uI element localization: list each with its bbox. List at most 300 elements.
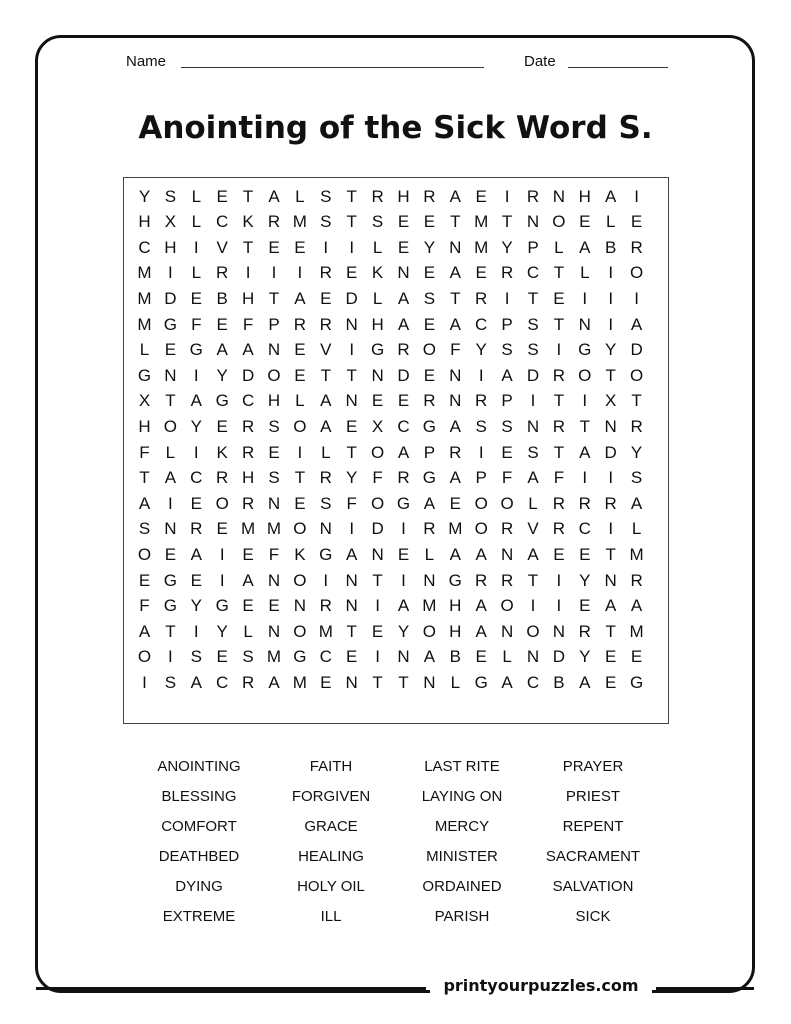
grid-letter[interactable]: H	[397, 186, 410, 206]
grid-letter[interactable]: L	[631, 519, 642, 539]
grid-letter[interactable]: R	[475, 391, 488, 411]
grid-letter[interactable]: O	[474, 519, 488, 539]
grid-letter[interactable]: N	[293, 596, 307, 616]
grid-letter[interactable]: T	[605, 621, 616, 641]
grid-letter[interactable]: P	[475, 468, 487, 488]
grid-letter[interactable]: R	[552, 519, 566, 539]
grid-letter[interactable]: R	[449, 442, 462, 462]
grid-letter[interactable]: F	[191, 314, 202, 334]
grid-letter[interactable]: T	[450, 212, 461, 232]
grid-letter[interactable]: R	[397, 468, 410, 488]
grid-letter[interactable]: A	[449, 468, 461, 488]
grid-letter[interactable]: N	[552, 186, 566, 206]
grid-letter[interactable]: K	[294, 544, 306, 564]
grid-letter[interactable]: O	[293, 570, 307, 590]
grid-letter[interactable]: E	[553, 544, 565, 564]
grid-letter[interactable]: I	[193, 237, 199, 257]
grid-letter[interactable]: R	[500, 263, 514, 283]
grid-letter[interactable]: N	[345, 672, 358, 692]
grid-letter[interactable]: F	[501, 468, 513, 488]
grid-letter[interactable]: L	[605, 212, 616, 232]
grid-letter[interactable]: H	[138, 416, 151, 436]
grid-letter[interactable]: E	[605, 672, 617, 692]
grid-letter[interactable]: B	[449, 647, 461, 667]
grid-letter[interactable]: L	[554, 237, 564, 257]
grid-letter[interactable]: L	[528, 493, 538, 513]
grid-letter[interactable]: H	[241, 468, 255, 488]
grid-letter[interactable]: M	[266, 519, 282, 539]
grid-letter[interactable]: A	[449, 544, 461, 564]
grid-letter[interactable]: E	[242, 544, 254, 564]
grid-letter[interactable]: S	[268, 416, 280, 436]
grid-letter[interactable]: A	[320, 391, 332, 411]
grid-letter[interactable]: P	[501, 391, 513, 411]
grid-letter[interactable]: N	[345, 314, 358, 334]
grid-letter[interactable]: I	[168, 493, 173, 513]
grid-letter[interactable]: O	[422, 621, 436, 641]
grid-letter[interactable]: Y	[190, 596, 202, 616]
grid-letter[interactable]: L	[372, 288, 383, 308]
grid-letter[interactable]: O	[500, 596, 514, 616]
grid-letter[interactable]: E	[346, 263, 358, 283]
grid-letter[interactable]: O	[474, 493, 488, 513]
grid-letter[interactable]: E	[475, 263, 487, 283]
grid-letter[interactable]: C	[526, 263, 540, 283]
grid-letter[interactable]: I	[219, 570, 225, 590]
grid-letter[interactable]: I	[608, 519, 614, 539]
grid-letter[interactable]: M	[241, 519, 256, 539]
grid-letter[interactable]: D	[371, 519, 384, 539]
grid-letter[interactable]: N	[345, 391, 358, 411]
grid-letter[interactable]: K	[216, 442, 228, 462]
grid-letter[interactable]: O	[293, 519, 307, 539]
grid-letter[interactable]: N	[267, 340, 281, 360]
grid-letter[interactable]: A	[423, 493, 436, 513]
grid-letter[interactable]: O	[137, 544, 152, 564]
grid-letter[interactable]: S	[190, 647, 202, 667]
grid-letter[interactable]: Y	[138, 186, 151, 206]
grid-letter[interactable]: I	[168, 263, 173, 283]
grid-letter[interactable]: N	[423, 672, 436, 692]
grid-letter[interactable]: I	[556, 570, 562, 590]
grid-letter[interactable]: I	[297, 263, 303, 283]
grid-letter[interactable]: V	[216, 237, 228, 257]
grid-letter[interactable]: T	[605, 365, 616, 385]
grid-letter[interactable]: R	[526, 186, 540, 206]
grid-letter[interactable]: I	[608, 468, 614, 488]
grid-letter[interactable]: R	[578, 621, 591, 641]
grid-letter[interactable]: A	[242, 570, 254, 590]
grid-letter[interactable]: O	[293, 416, 307, 436]
grid-letter[interactable]: I	[193, 365, 199, 385]
grid-letter[interactable]: A	[501, 672, 513, 692]
grid-letter[interactable]: T	[527, 570, 539, 590]
grid-letter[interactable]: T	[553, 391, 565, 411]
grid-letter[interactable]: T	[165, 391, 176, 411]
grid-letter[interactable]: H	[241, 288, 255, 308]
grid-letter[interactable]: A	[475, 621, 487, 641]
grid-letter[interactable]: N	[500, 621, 514, 641]
grid-letter[interactable]: E	[320, 288, 332, 308]
grid-letter[interactable]: N	[500, 544, 514, 564]
grid-letter[interactable]: L	[295, 391, 305, 411]
grid-letter[interactable]: L	[295, 186, 305, 206]
grid-letter[interactable]: M	[137, 288, 152, 308]
grid-letter[interactable]: I	[349, 340, 355, 360]
grid-letter[interactable]: X	[138, 391, 151, 411]
grid-letter[interactable]: P	[527, 237, 539, 257]
grid-letter[interactable]: O	[215, 493, 229, 513]
grid-letter[interactable]: N	[578, 314, 591, 334]
grid-letter[interactable]: I	[530, 596, 536, 616]
grid-letter[interactable]: T	[579, 416, 590, 436]
grid-letter[interactable]: S	[501, 340, 513, 360]
grid-letter[interactable]: D	[164, 288, 177, 308]
grid-letter[interactable]: T	[527, 288, 539, 308]
grid-letter[interactable]: R	[319, 263, 332, 283]
grid-letter[interactable]: T	[294, 468, 306, 488]
grid-letter[interactable]: L	[243, 621, 253, 641]
grid-letter[interactable]: I	[504, 288, 510, 308]
grid-letter[interactable]: P	[268, 314, 280, 334]
grid-letter[interactable]: R	[241, 442, 255, 462]
grid-letter[interactable]: T	[605, 544, 616, 564]
grid-letter[interactable]: M	[318, 621, 333, 641]
grid-letter[interactable]: O	[137, 647, 152, 667]
grid-letter[interactable]: N	[604, 570, 617, 590]
grid-letter[interactable]: T	[346, 212, 357, 232]
grid-letter[interactable]: N	[371, 544, 384, 564]
grid-letter[interactable]: N	[319, 519, 332, 539]
grid-letter[interactable]: R	[552, 416, 566, 436]
grid-letter[interactable]: H	[578, 186, 591, 206]
grid-letter[interactable]: N	[526, 212, 540, 232]
grid-letter[interactable]: D	[345, 288, 358, 308]
grid-letter[interactable]: C	[216, 672, 229, 692]
grid-letter[interactable]: H	[449, 621, 462, 641]
grid-letter[interactable]: B	[605, 237, 617, 257]
grid-letter[interactable]: T	[320, 365, 331, 385]
grid-letter[interactable]: T	[398, 672, 409, 692]
grid-letter[interactable]: G	[422, 468, 436, 488]
grid-letter[interactable]: I	[608, 263, 614, 283]
grid-letter[interactable]: E	[605, 647, 617, 667]
grid-letter[interactable]: I	[582, 468, 588, 488]
grid-letter[interactable]: I	[608, 314, 614, 334]
grid-letter[interactable]: S	[164, 672, 177, 692]
grid-letter[interactable]: F	[346, 493, 357, 513]
grid-letter[interactable]: E	[268, 596, 280, 616]
grid-letter[interactable]: E	[268, 442, 280, 462]
grid-letter[interactable]: S	[164, 186, 177, 206]
grid-letter[interactable]: R	[475, 570, 488, 590]
grid-letter[interactable]: F	[450, 340, 461, 360]
grid-letter[interactable]: G	[319, 544, 333, 564]
grid-letter[interactable]: M	[292, 672, 307, 692]
grid-letter[interactable]: L	[165, 442, 176, 462]
grid-letter[interactable]: A	[397, 288, 410, 308]
grid-letter[interactable]: A	[190, 544, 202, 564]
grid-letter[interactable]: V	[527, 519, 539, 539]
grid-letter[interactable]: E	[397, 544, 410, 564]
grid-letter[interactable]: I	[375, 596, 380, 616]
grid-letter[interactable]: R	[293, 314, 307, 334]
grid-letter[interactable]: I	[193, 621, 199, 641]
grid-letter[interactable]: G	[163, 570, 177, 590]
grid-letter[interactable]: R	[423, 519, 436, 539]
grid-letter[interactable]: A	[630, 493, 643, 513]
grid-letter[interactable]: N	[397, 647, 410, 667]
grid-letter[interactable]: Y	[423, 237, 436, 257]
grid-letter[interactable]: O	[163, 416, 177, 436]
grid-letter[interactable]: E	[397, 237, 410, 257]
grid-letter[interactable]: G	[578, 340, 592, 360]
grid-letter[interactable]: N	[552, 621, 566, 641]
grid-letter[interactable]: P	[501, 314, 513, 334]
grid-letter[interactable]: A	[501, 365, 513, 385]
grid-letter[interactable]: E	[346, 416, 358, 436]
grid-letter[interactable]: Y	[216, 621, 228, 641]
grid-letter[interactable]: G	[163, 596, 177, 616]
grid-letter[interactable]: S	[268, 468, 280, 488]
grid-letter[interactable]: E	[268, 237, 280, 257]
grid-letter[interactable]: Y	[579, 647, 591, 667]
grid-letter[interactable]: Y	[630, 442, 643, 462]
grid-letter[interactable]: L	[191, 186, 202, 206]
grid-letter[interactable]: S	[138, 519, 151, 539]
grid-letter[interactable]: R	[475, 288, 488, 308]
grid-letter[interactable]: A	[527, 468, 539, 488]
grid-letter[interactable]: A	[579, 672, 591, 692]
grid-letter[interactable]: T	[553, 263, 565, 283]
grid-letter[interactable]: T	[450, 288, 461, 308]
grid-letter[interactable]: A	[268, 186, 280, 206]
grid-letter[interactable]: T	[372, 672, 383, 692]
grid-letter[interactable]: N	[449, 365, 462, 385]
grid-letter[interactable]: R	[216, 263, 229, 283]
grid-letter[interactable]: T	[372, 570, 383, 590]
grid-letter[interactable]: I	[193, 442, 199, 462]
grid-letter[interactable]: E	[579, 212, 591, 232]
grid-letter[interactable]: A	[268, 672, 280, 692]
grid-letter[interactable]: S	[242, 647, 254, 667]
grid-letter[interactable]: A	[630, 596, 643, 616]
grid-letter[interactable]: E	[294, 237, 306, 257]
grid-letter[interactable]: I	[634, 186, 639, 206]
grid-letter[interactable]: N	[267, 493, 281, 513]
grid-letter[interactable]: A	[605, 186, 617, 206]
grid-letter[interactable]: F	[139, 596, 150, 616]
grid-letter[interactable]: T	[242, 186, 254, 206]
grid-letter[interactable]: O	[370, 493, 385, 513]
grid-letter[interactable]: G	[396, 493, 411, 513]
grid-letter[interactable]: S	[630, 468, 643, 488]
grid-letter[interactable]: M	[266, 647, 282, 667]
grid-letter[interactable]: M	[629, 621, 644, 641]
grid-letter[interactable]: H	[371, 314, 384, 334]
grid-letter[interactable]: I	[478, 365, 484, 385]
grid-letter[interactable]: S	[527, 314, 539, 334]
grid-letter[interactable]: E	[216, 416, 228, 436]
grid-letter[interactable]: O	[552, 212, 566, 232]
grid-letter[interactable]: I	[323, 570, 329, 590]
grid-letter[interactable]: N	[526, 647, 540, 667]
grid-letter[interactable]: C	[319, 647, 332, 667]
grid-letter[interactable]: A	[346, 544, 358, 564]
grid-letter[interactable]: T	[242, 237, 254, 257]
grid-letter[interactable]: I	[504, 186, 510, 206]
grid-letter[interactable]: I	[245, 263, 251, 283]
grid-letter[interactable]: I	[323, 237, 329, 257]
grid-letter[interactable]: A	[164, 468, 177, 488]
grid-letter[interactable]: D	[526, 365, 540, 385]
grid-letter[interactable]: E	[423, 365, 436, 385]
grid-letter[interactable]: L	[372, 237, 383, 257]
grid-letter[interactable]: R	[216, 468, 229, 488]
grid-letter[interactable]: G	[163, 314, 177, 334]
grid-letter[interactable]: E	[501, 442, 513, 462]
grid-letter[interactable]: A	[449, 263, 461, 283]
grid-letter[interactable]: A	[320, 416, 332, 436]
grid-letter[interactable]: I	[556, 340, 562, 360]
grid-letter[interactable]: Y	[501, 237, 513, 257]
grid-letter[interactable]: R	[267, 212, 281, 232]
grid-letter[interactable]: X	[605, 391, 617, 411]
grid-letter[interactable]: A	[138, 493, 151, 513]
grid-letter[interactable]: E	[216, 647, 228, 667]
grid-letter[interactable]: E	[138, 570, 151, 590]
grid-letter[interactable]: V	[320, 340, 332, 360]
grid-letter[interactable]: O	[500, 493, 514, 513]
grid-letter[interactable]: I	[349, 237, 355, 257]
grid-letter[interactable]: A	[190, 391, 202, 411]
grid-letter[interactable]: L	[450, 672, 461, 692]
grid-letter[interactable]: I	[582, 288, 588, 308]
grid-letter[interactable]: N	[267, 570, 281, 590]
grid-letter[interactable]: Y	[397, 621, 410, 641]
grid-letter[interactable]: F	[372, 468, 383, 488]
grid-letter[interactable]: M	[422, 596, 437, 616]
grid-letter[interactable]: A	[449, 416, 461, 436]
grid-letter[interactable]: S	[527, 340, 539, 360]
grid-letter[interactable]: N	[345, 596, 358, 616]
grid-letter[interactable]: R	[578, 493, 591, 513]
grid-letter[interactable]: T	[346, 442, 357, 462]
grid-letter[interactable]: R	[604, 493, 617, 513]
grid-letter[interactable]: T	[346, 621, 357, 641]
grid-letter[interactable]: L	[191, 263, 202, 283]
grid-letter[interactable]: E	[190, 570, 202, 590]
grid-letter[interactable]: A	[605, 596, 617, 616]
grid-letter[interactable]: H	[138, 212, 151, 232]
grid-letter[interactable]: N	[164, 365, 177, 385]
grid-letter[interactable]: L	[424, 544, 435, 564]
grid-letter[interactable]: E	[371, 391, 384, 411]
grid-letter[interactable]: A	[397, 314, 410, 334]
grid-letter[interactable]: X	[371, 416, 384, 436]
grid-letter[interactable]: D	[397, 365, 410, 385]
grid-letter[interactable]: Y	[579, 570, 591, 590]
grid-letter[interactable]: R	[190, 519, 203, 539]
grid-letter[interactable]: D	[630, 340, 643, 360]
grid-letter[interactable]: G	[189, 340, 203, 360]
grid-letter[interactable]: O	[629, 365, 644, 385]
grid-letter[interactable]: E	[423, 314, 436, 334]
grid-letter[interactable]: I	[219, 544, 225, 564]
grid-letter[interactable]: Y	[475, 340, 487, 360]
grid-letter[interactable]: N	[164, 519, 177, 539]
grid-letter[interactable]: O	[370, 442, 385, 462]
grid-letter[interactable]: I	[556, 596, 562, 616]
grid-letter[interactable]: I	[401, 519, 406, 539]
grid-letter[interactable]: E	[475, 186, 487, 206]
grid-letter[interactable]: E	[423, 212, 436, 232]
grid-letter[interactable]: E	[294, 340, 306, 360]
grid-letter[interactable]: A	[579, 237, 591, 257]
grid-letter[interactable]: E	[579, 596, 591, 616]
grid-letter[interactable]: E	[320, 672, 332, 692]
grid-letter[interactable]: Y	[190, 416, 202, 436]
grid-letter[interactable]: S	[371, 212, 384, 232]
grid-letter[interactable]: M	[137, 263, 152, 283]
grid-letter[interactable]: R	[319, 314, 332, 334]
grid-letter[interactable]: C	[397, 416, 410, 436]
grid-letter[interactable]: I	[297, 442, 303, 462]
grid-letter[interactable]: N	[345, 570, 358, 590]
grid-letter[interactable]: D	[241, 365, 255, 385]
grid-letter[interactable]: M	[292, 212, 307, 232]
grid-letter[interactable]: G	[629, 672, 644, 692]
grid-letter[interactable]: A	[397, 596, 410, 616]
grid-letter[interactable]: F	[268, 544, 280, 564]
grid-letter[interactable]: L	[580, 263, 590, 283]
grid-letter[interactable]: A	[190, 672, 202, 692]
grid-letter[interactable]: Y	[216, 365, 228, 385]
grid-letter[interactable]: N	[371, 365, 384, 385]
grid-letter[interactable]: E	[294, 493, 306, 513]
grid-letter[interactable]: O	[422, 340, 436, 360]
grid-letter[interactable]: O	[267, 365, 281, 385]
grid-letter[interactable]: N	[449, 237, 462, 257]
grid-letter[interactable]: F	[242, 314, 254, 334]
grid-letter[interactable]: E	[630, 647, 643, 667]
grid-letter[interactable]: A	[423, 647, 436, 667]
grid-letter[interactable]: M	[629, 544, 644, 564]
grid-letter[interactable]: I	[582, 391, 588, 411]
grid-letter[interactable]: T	[553, 442, 565, 462]
grid-letter[interactable]: F	[553, 468, 565, 488]
grid-letter[interactable]: A	[579, 442, 591, 462]
grid-letter[interactable]: M	[448, 519, 463, 539]
grid-letter[interactable]: E	[216, 519, 228, 539]
grid-letter[interactable]: R	[630, 570, 643, 590]
grid-letter[interactable]: S	[501, 416, 513, 436]
grid-letter[interactable]: X	[164, 212, 177, 232]
grid-letter[interactable]: H	[449, 596, 462, 616]
grid-letter[interactable]: A	[475, 544, 487, 564]
grid-letter[interactable]: E	[449, 493, 461, 513]
grid-letter[interactable]: R	[397, 340, 410, 360]
grid-letter[interactable]: C	[241, 391, 255, 411]
grid-letter[interactable]: G	[293, 647, 307, 667]
grid-letter[interactable]: E	[190, 493, 202, 513]
grid-letter[interactable]: A	[294, 288, 306, 308]
grid-letter[interactable]: I	[634, 288, 639, 308]
grid-letter[interactable]: E	[346, 647, 358, 667]
grid-letter[interactable]: H	[164, 237, 177, 257]
grid-letter[interactable]: R	[241, 416, 255, 436]
grid-letter[interactable]: M	[137, 314, 152, 334]
